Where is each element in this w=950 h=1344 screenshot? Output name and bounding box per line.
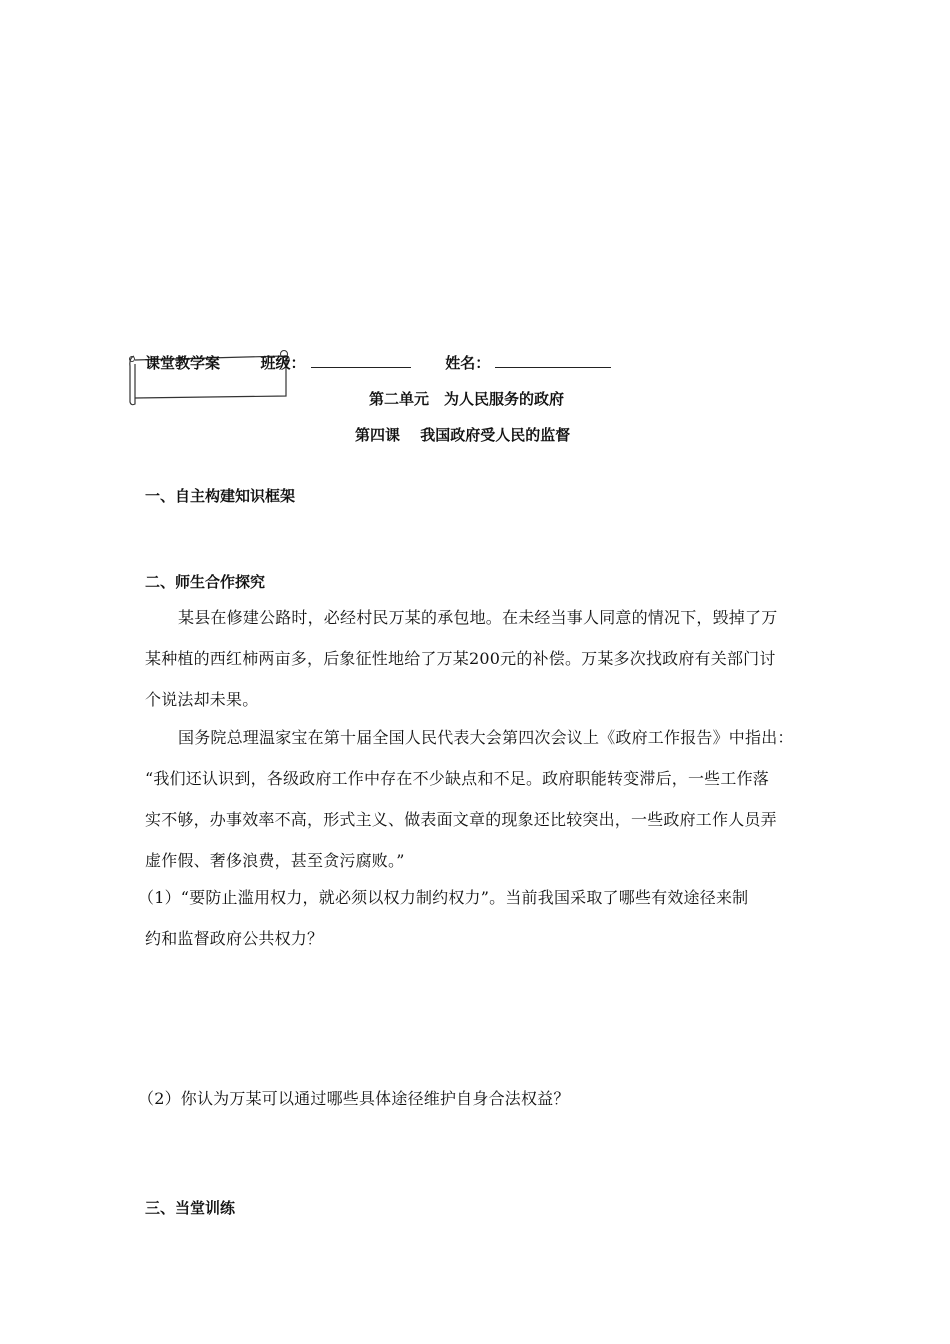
name-blank[interactable] (495, 353, 611, 368)
question-1-line-1: （1）“要防止滥用权力，就必须以权力制约权力”。当前我国采取了哪些有效途径来制 (138, 888, 749, 907)
question-1-line-2: 约和监督政府公共权力？ (145, 929, 324, 948)
worksheet-label: 课堂教学案 (145, 354, 221, 372)
question-2: （2）你认为万某可以通过哪些具体途径维护自身合法权益？ (138, 1089, 570, 1108)
class-blank[interactable] (311, 353, 411, 368)
lesson-title: 第四课 我国政府受人民的监督 (355, 426, 571, 444)
name-label: 姓名： (445, 354, 491, 372)
paragraph-1-line-2: 某种植的西红柿两亩多，后象征性地给了万某200元的补偿。万某多次找政府有关部门讨 (145, 649, 776, 668)
paragraph-2-line-3: 实不够，办事效率不高，形式主义、做表面文章的现象还比较突出，一些政府工作人员弄 (145, 810, 777, 829)
section-heading-3: 三、当堂训练 (145, 1199, 236, 1217)
class-label: 班级： (260, 354, 306, 372)
paragraph-2-line-2: “我们还认识到，各级政府工作中存在不少缺点和不足。政府职能转变滞后，一些工作落 (145, 769, 769, 788)
paragraph-1-line-3: 个说法却未果。 (145, 690, 259, 709)
paragraph-2-line-1: 国务院总理温家宝在第十届全国人民代表大会第四次会议上《政府工作报告》中指出： (178, 728, 794, 747)
paragraph-1-line-1: 某县在修建公路时，必经村民万某的承包地。在未经当事人同意的情况下，毁掉了万 (178, 608, 778, 627)
header-row (145, 352, 611, 373)
paragraph-2-line-4: 虚作假、奢侈浪费，甚至贪污腐败。” (145, 851, 405, 870)
unit-title: 第二单元 为人民服务的政府 (369, 390, 565, 408)
section-heading-1: 一、自主构建知识框架 (145, 487, 296, 505)
section-heading-2: 二、师生合作探究 (145, 573, 266, 591)
